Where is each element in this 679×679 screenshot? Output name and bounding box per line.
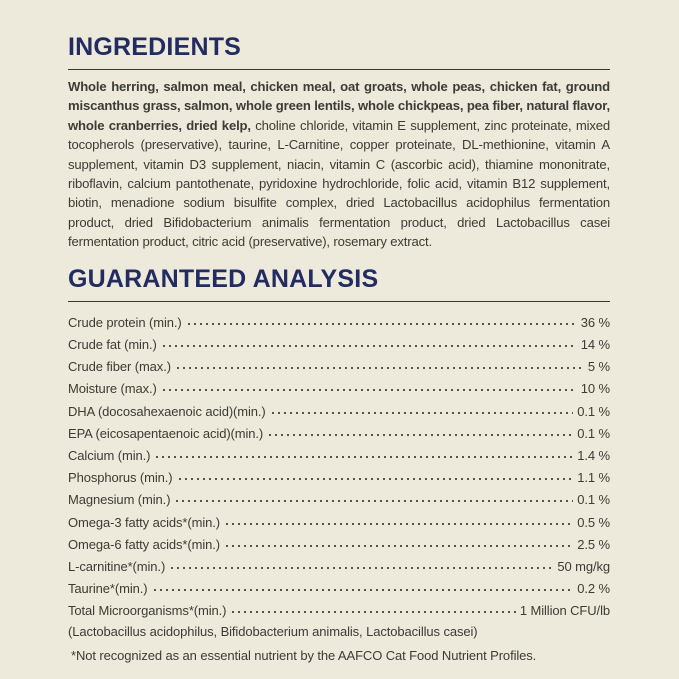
leader-dots — [267, 434, 573, 436]
ingredients-primary-bold: Whole herring, salmon meal, chicken meal, oat groats, whole peas, chicken fat, ground miscanthus grass, salmon, whole green lentils, whole chickpeas, pea fiber, natural flavor, whole cranberries, dried kelp, — [68, 79, 610, 133]
leader-dots — [177, 478, 574, 480]
table-row — [68, 464, 610, 486]
table-row — [68, 486, 610, 508]
leader-dots — [224, 545, 573, 547]
analysis-row-value: 10 % — [580, 381, 610, 397]
ingredients-title: INGREDIENTS — [68, 33, 242, 61]
leader-dots — [169, 567, 553, 569]
table-row — [68, 508, 610, 530]
analysis-row-value: 14 % — [580, 337, 610, 353]
analysis-row-value: 2.5 % — [577, 536, 610, 552]
guaranteed-analysis-section — [68, 266, 610, 666]
analysis-row-label: Total Microorganisms*(min.) — [68, 603, 227, 619]
analysis-row-value: 1.4 % — [577, 447, 610, 463]
leader-dots — [174, 500, 573, 502]
leader-dots — [270, 412, 574, 414]
analysis-table — [68, 309, 610, 620]
leader-dots — [224, 523, 573, 525]
microorganisms-detail: (Lactobacillus acidophilus, Bifidobacterium animalis, Lactobacillus casei) — [68, 624, 478, 640]
table-row — [68, 309, 610, 331]
table-row — [68, 442, 610, 464]
analysis-row-value: 0.5 % — [577, 514, 610, 530]
analysis-row-label: Phosphorus (min.) — [68, 470, 173, 486]
leader-dots — [175, 367, 584, 369]
analysis-row-label: DHA (docosahexaenoic acid)(min.) — [68, 403, 266, 419]
analysis-row-value: 1 Million CFU/lb — [519, 603, 610, 619]
analysis-row-value: 36 % — [580, 314, 610, 330]
table-row — [68, 597, 610, 619]
analysis-row-label: Moisture (max.) — [68, 381, 157, 397]
leader-dots — [154, 456, 573, 458]
analysis-row-label: EPA (eicosapentaenoic acid)(min.) — [68, 425, 264, 441]
analysis-row-value: 50 mg/kg — [557, 558, 610, 574]
analysis-row-value: 5 % — [587, 359, 610, 375]
leader-dots — [186, 323, 577, 325]
table-row — [68, 397, 610, 419]
table-row — [68, 531, 610, 553]
table-row — [68, 353, 610, 375]
analysis-row-value: 0.1 % — [577, 492, 610, 508]
aafco-footnote: *Not recognized as an essential nutrient by the AAFCO Cat Food Nutrient Profiles. — [71, 648, 537, 664]
ingredients-text — [68, 77, 610, 252]
leader-dots — [161, 345, 577, 347]
ingredients-secondary: choline chloride, vitamin E supplement, zinc proteinate, mixed tocopherols (preservative), taurine, L-Carnitine, copper proteinate, DL-methionine, vitamin A supplement, vitamin D3 supplement, niacin, vitamin C (ascorbic acid), thiamine mononitrate, riboflavin, calcium pantothenate, pyridoxine hydrochloride, folic acid, vitamin B12 supplement, biotin, menadione sodium bisulfite complex, dried Lactobacillus acidophilus fermentation product, dried Bifidobacterium animalis fermentation product, dried Lactobacillus casei fermentation product, citric acid (preservative), rosemary extract. — [68, 117, 611, 250]
analysis-row-label: L-carnitine*(min.) — [68, 558, 166, 574]
leader-dots — [152, 589, 574, 591]
analysis-row-value: 0.2 % — [577, 581, 610, 597]
table-row — [68, 575, 610, 597]
analysis-row-label: Calcium (min.) — [68, 447, 151, 463]
table-row — [68, 553, 610, 575]
leader-dots — [161, 389, 577, 391]
table-row — [68, 375, 610, 397]
analysis-row-value: 0.1 % — [577, 425, 610, 441]
analysis-row-label: Omega-3 fatty acids*(min.) — [68, 514, 221, 530]
analysis-row-label: Crude protein (min.) — [68, 314, 182, 330]
analysis-row-label: Taurine*(min.) — [68, 581, 148, 597]
analysis-row-value: 1.1 % — [577, 470, 610, 486]
analysis-divider — [68, 301, 610, 302]
leader-dots — [230, 611, 515, 613]
ingredients-section — [68, 34, 610, 252]
analysis-row-value: 0.1 % — [577, 403, 610, 419]
analysis-row-label: Omega-6 fatty acids*(min.) — [68, 536, 221, 552]
analysis-row-label: Crude fiber (max.) — [68, 359, 171, 375]
table-row — [68, 331, 610, 353]
table-row — [68, 420, 610, 442]
ingredients-divider — [68, 69, 610, 70]
analysis-row-label: Magnesium (min.) — [68, 492, 171, 508]
guaranteed-analysis-title: GUARANTEED ANALYSIS — [68, 264, 379, 293]
analysis-row-label: Crude fat (min.) — [68, 337, 157, 353]
